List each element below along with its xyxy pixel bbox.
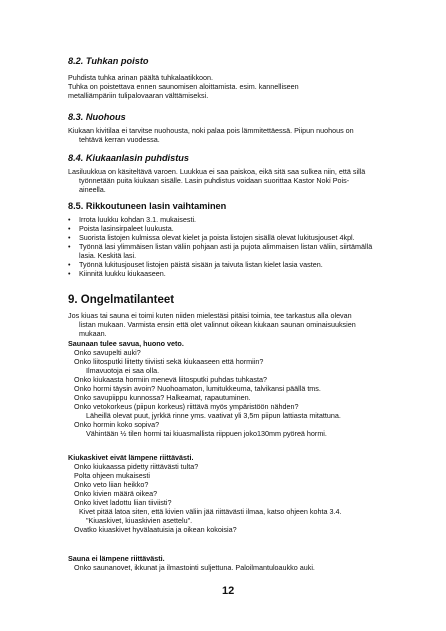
text-line: Onko savupiippu kunnossa? Halkeamat, rapautuminen. [74, 393, 251, 402]
text-line: Onko liitosputki liitetty tiiviisti sekä kiukaaseen että hormiin? [74, 357, 264, 366]
text-line: Tuhka on poistettava ennen saunomisen aloittamista. esim. kannelliseen [68, 82, 299, 91]
text-line: "Kiuaskivet, kiuaskivien asettelu". [86, 516, 193, 525]
sauna-checklist [68, 554, 386, 572]
text-line: Onko savupelti auki? [74, 348, 141, 357]
section-8-3 [68, 112, 386, 123]
section-8-5-body [68, 215, 386, 278]
section-8-4-heading: 8.4. Kiukaanlasin puhdistus [68, 153, 189, 163]
text-line: Polta ohjeen mukaisesti [74, 471, 150, 480]
text-line: metalliämpäriin tulipalovaaran välttämiseksi. [68, 91, 209, 100]
section-8-3-body [68, 126, 386, 144]
checklist-title: Kiukaskivet eivät lämpene riittävästi. [68, 453, 194, 462]
section-9 [68, 294, 386, 307]
text-line: Onko saunanovet, ikkunat ja ilmastointi suljettuna. Paloilmantuloaukko auki. [74, 563, 315, 572]
text-line: Onko vetokorkeus (piipun korkeus) riittävä myös ympäristöön nähden? [74, 402, 299, 411]
list-item: • Työnnä lukitusjouset listojen päistä sisään ja taivuta listan kielet lasia vasten. [68, 260, 386, 269]
smoke-checklist [68, 339, 386, 438]
text-line: Onko kiukaassa pidetty riittävästi tulta? [74, 462, 199, 471]
bullet-list [68, 215, 386, 278]
section-8-2 [68, 56, 386, 67]
checklist-title: Saunaan tulee savua, huono veto. [68, 339, 184, 348]
text-line: tehtävä kerran vuodessa. [79, 135, 160, 144]
text-line: aineella. [79, 185, 106, 194]
text-line: Onko kiukaasta hormiin menevä liitosputki puhdas tuhkasta? [74, 375, 267, 384]
text-line: Ilmavuotoja ei saa olla. [86, 366, 160, 375]
checklist-title: Sauna ei lämpene riittävästi. [68, 554, 165, 563]
text-line: Kivet pitää latoa siten, että kivien väliin jää riittävästi ilmaa, katso ohjeen kohta 3.4. [79, 507, 342, 516]
stones-checklist [68, 453, 386, 534]
text-line: Ovatko kiuaskivet hyvälaatuisia ja oikean kokoisia? [74, 525, 237, 534]
text-line: Läheillä olevat puut, jyrkkä rinne yms. vaativat yli 3,5m piipun lattiasta mitattuna. [86, 411, 341, 420]
section-8-5-heading: 8.5. Rikkoutuneen lasin vaihtaminen [68, 201, 227, 211]
text-line: Kiukaan kivitilaa ei tarvitse nuohousta, noki palaa pois lämmitettäessä. Piipun nuohous on [68, 126, 354, 135]
text-line: Onko kivet ladottu liian tiiviisti? [74, 498, 172, 507]
page-number: 12 [222, 585, 235, 597]
section-9-heading: 9. Ongelmatilanteet [68, 294, 175, 306]
text-line: Puhdista tuhka arinan päältä tuhkalaatikkoon. [68, 73, 214, 82]
list-item: • Työnnä lasi ylimmäisen listan väliin pohjaan asti ja pujota alimmaisen listan väliin, siirtämällä lasia. Keskitä lasi. [68, 242, 386, 260]
text-line: Lasiluukkua on käsiteltävä varoen. Luukkua ei saa paiskoa, eikä sitä saa sulkea niin, että sillä [68, 167, 366, 176]
text-line: Onko veto liian heikko? [74, 480, 149, 489]
text-line: Vähintään ½ tilen hormi tai kiuasmallista riippuen joko130mm pyöreä hormi. [86, 429, 327, 438]
section-8-4 [68, 153, 386, 164]
text-line: työnnetään puita kiukaan sisälle. Lasin puhdistus voidaan suorittaa Kastor Noki Pois- [79, 176, 350, 185]
section-8-2-body [68, 73, 386, 100]
text-line: Onko hormin koko sopiva? [74, 420, 160, 429]
list-item: • Poista lasinsirpaleet luukusta. [68, 224, 386, 233]
text-line: Jos kiuas tai sauna ei toimi kuten niiden mielestäsi pitäisi toimia, tee tarkastus alla olevan [68, 311, 352, 320]
text-line: mukaan. [79, 329, 107, 338]
section-8-4-body [68, 167, 386, 194]
list-item: • Kiinnitä luukku kiukaaseen. [68, 269, 386, 278]
text-line: Onko kivien määrä oikea? [74, 489, 158, 498]
section-9-intro [68, 311, 386, 338]
text-line: listan mukaan. Varmista ensin että olet valinnut oikean kiukaan saunan ominaisuuksien [79, 320, 356, 329]
section-8-5 [68, 201, 386, 212]
text-line: Onko hormi täysin avoin? Nuohoamaton, lumitukkeuma, talvikansi päällä tms. [74, 384, 321, 393]
section-8-3-heading: 8.3. Nuohous [68, 112, 126, 122]
list-item: • Irrota luukku kohdan 3.1. mukaisesti. [68, 215, 386, 224]
list-item: • Suorista listojen kulmissa olevat kielet ja poista listojen sisällä olevat lukitusjouset 4kpl. [68, 233, 386, 242]
section-8-2-heading: 8.2. Tuhkan poisto [68, 56, 149, 66]
